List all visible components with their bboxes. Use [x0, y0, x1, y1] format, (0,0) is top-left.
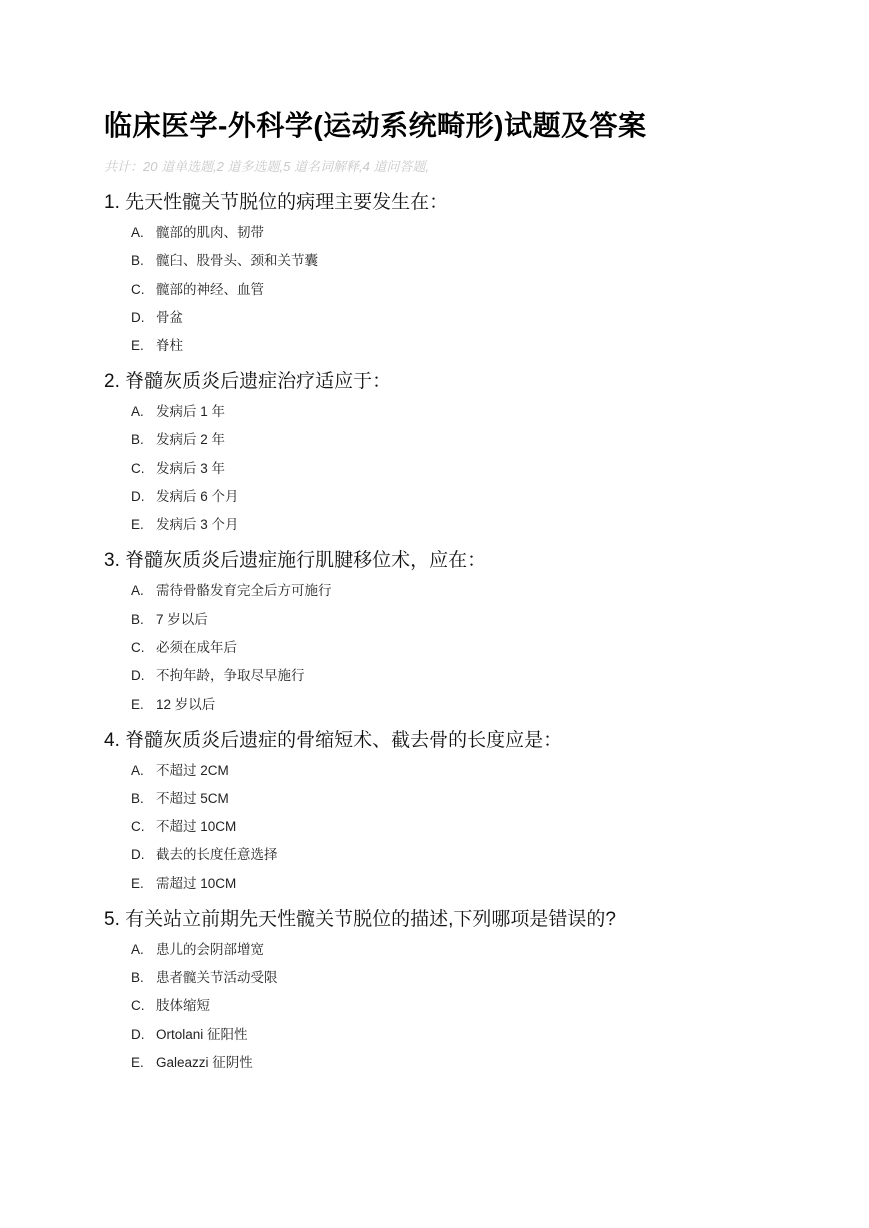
- option-letter: D.: [131, 309, 145, 325]
- option-text: 7 岁以后: [156, 611, 208, 627]
- question-5: [104, 907, 824, 1072]
- option-text: 患儿的会阴部增宽: [156, 941, 264, 957]
- option-text: 截去的长度任意选择: [156, 847, 278, 863]
- option-letter: E.: [131, 517, 144, 533]
- option-letter: C.: [131, 281, 145, 297]
- option-text: 不超过 10CM: [156, 819, 237, 835]
- option-text: 髋臼、股骨头、颈和关节囊: [156, 253, 318, 269]
- option-letter: E.: [131, 338, 144, 354]
- question-4: [104, 728, 824, 893]
- option-letter: C.: [131, 819, 145, 835]
- option-text: 发病后 3 年: [156, 460, 226, 476]
- option-c: [131, 460, 824, 478]
- option-letter: A.: [131, 404, 144, 420]
- option-letter: C.: [131, 639, 145, 655]
- option-text: 髋部的肌肉、韧带: [156, 225, 264, 240]
- option-text: 不超过 2CM: [156, 762, 229, 778]
- option-c: [131, 639, 824, 657]
- option-text: 不超过 5CM: [156, 790, 229, 806]
- option-e: [131, 875, 824, 893]
- question-summary: 共计：20 道单选题,2 道多选题,5 道名词解释,4 道问答题,: [104, 159, 430, 174]
- option-letter: E.: [131, 875, 144, 891]
- option-e: [131, 337, 824, 355]
- option-b: [131, 790, 824, 808]
- option-a: [131, 403, 824, 421]
- option-d: [131, 846, 824, 864]
- option-text: 发病后 3 个月: [156, 517, 239, 533]
- option-letter: D.: [131, 1026, 145, 1042]
- option-e: [131, 516, 824, 534]
- option-e: [131, 696, 824, 714]
- option-text: 12 岁以后: [156, 696, 216, 712]
- option-letter: D.: [131, 489, 145, 505]
- option-letter: C.: [131, 460, 145, 476]
- question-text: 4. 脊髓灰质炎后遗症的骨缩短术、截去骨的长度应是：: [104, 729, 563, 751]
- option-b: [131, 431, 824, 449]
- option-letter: C.: [131, 998, 145, 1014]
- question-text: 3. 脊髓灰质炎后遗症施行肌腱移位术，应在：: [104, 550, 487, 572]
- option-letter: A.: [131, 941, 144, 957]
- option-text: 脊柱: [156, 338, 183, 354]
- question-1: [104, 190, 824, 355]
- option-b: [131, 611, 824, 629]
- question-3: [104, 548, 824, 713]
- option-a: [131, 582, 824, 600]
- option-c: [131, 281, 824, 299]
- option-a: [131, 762, 824, 780]
- option-b: [131, 969, 824, 987]
- option-text: 肢体缩短: [156, 998, 210, 1014]
- option-list: [104, 941, 824, 1072]
- option-d: [131, 1026, 824, 1044]
- option-a: [131, 941, 824, 959]
- option-letter: B.: [131, 253, 144, 269]
- option-letter: E.: [131, 696, 144, 712]
- option-letter: D.: [131, 847, 145, 863]
- option-e: [131, 1054, 824, 1072]
- option-text: 髋部的神经、血管: [156, 281, 264, 297]
- option-text: 不拘年龄，争取尽早施行: [156, 668, 305, 684]
- question-2: [104, 369, 824, 534]
- option-text: 发病后 2 年: [156, 432, 226, 448]
- option-text: 骨盆: [156, 309, 183, 325]
- option-letter: A.: [131, 225, 144, 240]
- question-text: 5. 有关站立前期先天性髋关节脱位的描述,下列哪项是错误的?: [104, 908, 616, 930]
- option-c: [131, 997, 824, 1015]
- option-letter: A.: [131, 583, 144, 599]
- option-text: 患者髋关节活动受限: [156, 970, 278, 986]
- option-d: [131, 309, 824, 327]
- option-d: [131, 488, 824, 506]
- option-text: Galeazzi 征阴性: [156, 1054, 253, 1070]
- option-b: [131, 252, 824, 270]
- question-text: 1. 先天性髋关节脱位的病理主要发生在：: [104, 192, 449, 213]
- option-d: [131, 667, 824, 685]
- option-c: [131, 818, 824, 836]
- option-list: [104, 403, 824, 534]
- document-page: [104, 106, 824, 1082]
- question-text: 2. 脊髓灰质炎后遗症治疗适应于：: [104, 371, 392, 393]
- option-letter: D.: [131, 668, 145, 684]
- option-letter: A.: [131, 762, 144, 778]
- option-a: [131, 224, 824, 242]
- option-text: 发病后 6 个月: [156, 489, 239, 505]
- option-list: [104, 224, 824, 355]
- option-letter: B.: [131, 790, 144, 806]
- option-text: 必须在成年后: [156, 639, 237, 655]
- document-title: 临床医学-外科学(运动系统畸形)试题及答案: [104, 110, 647, 141]
- option-letter: B.: [131, 970, 144, 986]
- option-letter: B.: [131, 611, 144, 627]
- option-text: Ortolani 征阳性: [156, 1026, 248, 1042]
- option-letter: B.: [131, 432, 144, 448]
- option-list: [104, 762, 824, 893]
- option-text: 发病后 1 年: [156, 404, 226, 420]
- option-text: 需超过 10CM: [156, 875, 237, 891]
- option-text: 需待骨骼发育完全后方可施行: [156, 583, 332, 599]
- option-list: [104, 582, 824, 713]
- option-letter: E.: [131, 1054, 144, 1070]
